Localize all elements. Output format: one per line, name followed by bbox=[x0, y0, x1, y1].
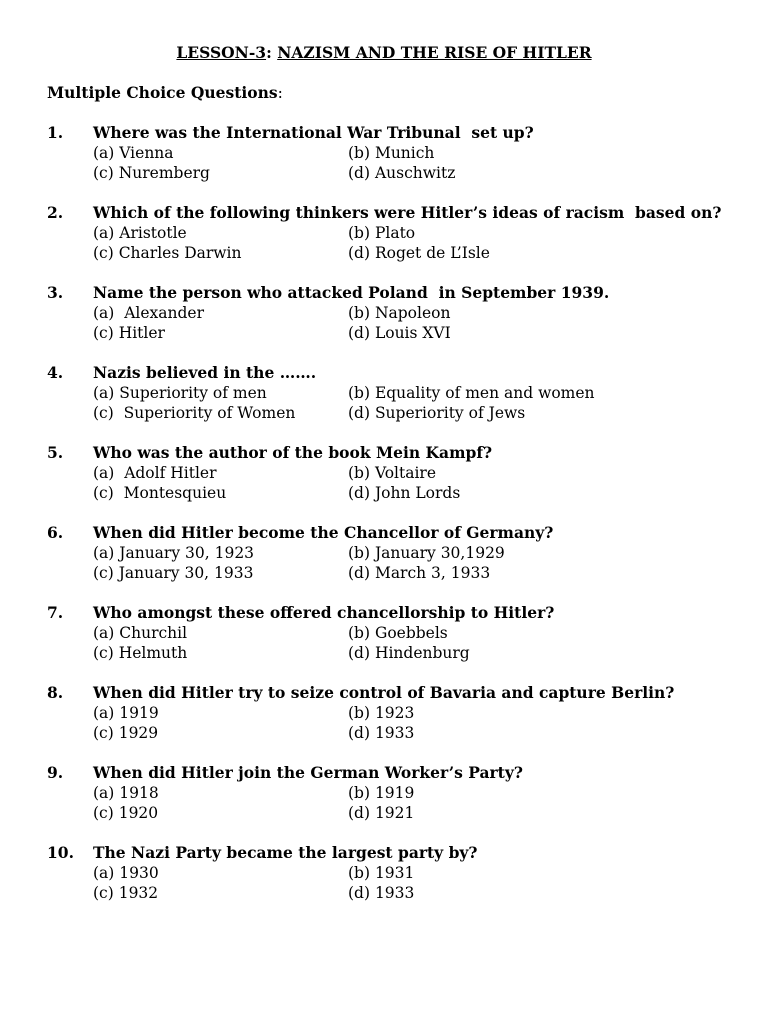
section-heading-colon: : bbox=[277, 84, 283, 102]
option-a: (a) 1918 bbox=[93, 784, 159, 802]
option-d: (d) Superiority of Jews bbox=[348, 404, 526, 422]
question-item bbox=[0, 603, 768, 683]
option-d: (d) Hindenburg bbox=[348, 644, 470, 662]
option-a: (a) Superiority of men bbox=[93, 384, 267, 402]
option-b: (b) Plato bbox=[348, 224, 416, 242]
question-text: Where was the International War Tribunal set up? bbox=[93, 123, 534, 142]
option-c: (c) 1929 bbox=[93, 724, 159, 742]
option-b: (b) 1919 bbox=[348, 784, 415, 802]
question-list bbox=[0, 123, 768, 923]
question-number: 10. bbox=[47, 843, 74, 862]
option-c: (c) Charles Darwin bbox=[93, 244, 242, 262]
option-a: (a) Churchil bbox=[93, 624, 188, 642]
option-b: (b) Napoleon bbox=[348, 304, 451, 322]
section-heading-text: Multiple Choice Questions bbox=[47, 83, 278, 102]
option-d: (d) Louis XVI bbox=[348, 324, 451, 342]
question-item bbox=[0, 123, 768, 203]
question-text: Which of the following thinkers were Hitler’s ideas of racism based on? bbox=[93, 203, 722, 222]
option-c: (c) Montesquieu bbox=[93, 484, 227, 502]
option-a: (a) Adolf Hitler bbox=[93, 464, 217, 482]
option-a: (a) 1919 bbox=[93, 704, 159, 722]
option-d: (d) Roget de L’Isle bbox=[348, 244, 490, 262]
option-c: (c) Helmuth bbox=[93, 644, 188, 662]
option-d: (d) John Lords bbox=[348, 484, 461, 502]
question-number: 5. bbox=[47, 443, 64, 462]
option-a: (a) January 30, 1923 bbox=[93, 544, 255, 562]
question-item bbox=[0, 203, 768, 283]
question-text: When did Hitler join the German Worker’s Party? bbox=[93, 763, 523, 782]
question-text: Name the person who attacked Poland in September 1939. bbox=[93, 283, 610, 302]
option-c: (c) Hitler bbox=[93, 324, 165, 342]
option-b: (b) 1931 bbox=[348, 864, 415, 882]
question-item bbox=[0, 523, 768, 603]
question-text: Who was the author of the book Mein Kampf? bbox=[93, 443, 493, 462]
question-text: When did Hitler try to seize control of Bavaria and capture Berlin? bbox=[93, 683, 675, 702]
option-b: (b) Munich bbox=[348, 144, 435, 162]
option-a: (a) Vienna bbox=[93, 144, 174, 162]
question-item bbox=[0, 763, 768, 843]
option-d: (d) March 3, 1933 bbox=[348, 564, 491, 582]
section-heading bbox=[47, 83, 283, 103]
option-d: (d) Auschwitz bbox=[348, 164, 456, 182]
option-b: (b) Goebbels bbox=[348, 624, 448, 642]
question-number: 8. bbox=[47, 683, 64, 702]
option-c: (c) 1920 bbox=[93, 804, 159, 822]
question-item bbox=[0, 443, 768, 523]
option-d: (d) 1933 bbox=[348, 724, 415, 742]
option-c: (c) Nuremberg bbox=[93, 164, 210, 182]
question-text: Nazis believed in the ……. bbox=[93, 363, 317, 382]
option-c: (c) Superiority of Women bbox=[93, 404, 296, 422]
title-main: NAZISM AND THE RISE OF HITLER bbox=[277, 43, 592, 62]
question-number: 9. bbox=[47, 763, 64, 782]
title-separator: : bbox=[266, 43, 278, 62]
option-d: (d) 1921 bbox=[348, 804, 415, 822]
question-number: 3. bbox=[47, 283, 64, 302]
option-b: (b) January 30,1929 bbox=[348, 544, 505, 562]
option-a: (a) 1930 bbox=[93, 864, 159, 882]
question-number: 2. bbox=[47, 203, 64, 222]
option-b: (b) 1923 bbox=[348, 704, 415, 722]
option-a: (a) Alexander bbox=[93, 304, 204, 322]
question-item bbox=[0, 283, 768, 363]
page-title bbox=[0, 43, 768, 63]
question-text: When did Hitler become the Chancellor of Germany? bbox=[93, 523, 554, 542]
question-number: 6. bbox=[47, 523, 64, 542]
question-text: Who amongst these offered chancellorship to Hitler? bbox=[93, 603, 555, 622]
question-number: 4. bbox=[47, 363, 64, 382]
question-number: 7. bbox=[47, 603, 64, 622]
question-number: 1. bbox=[47, 123, 64, 142]
question-item bbox=[0, 683, 768, 763]
option-a: (a) Aristotle bbox=[93, 224, 187, 242]
question-item bbox=[0, 843, 768, 923]
option-b: (b) Voltaire bbox=[348, 464, 437, 482]
title-prefix: LESSON-3 bbox=[176, 43, 267, 62]
option-c: (c) 1932 bbox=[93, 884, 159, 902]
question-text: The Nazi Party became the largest party by? bbox=[93, 843, 478, 862]
question-item bbox=[0, 363, 768, 443]
option-b: (b) Equality of men and women bbox=[348, 384, 595, 402]
option-d: (d) 1933 bbox=[348, 884, 415, 902]
option-c: (c) January 30, 1933 bbox=[93, 564, 254, 582]
